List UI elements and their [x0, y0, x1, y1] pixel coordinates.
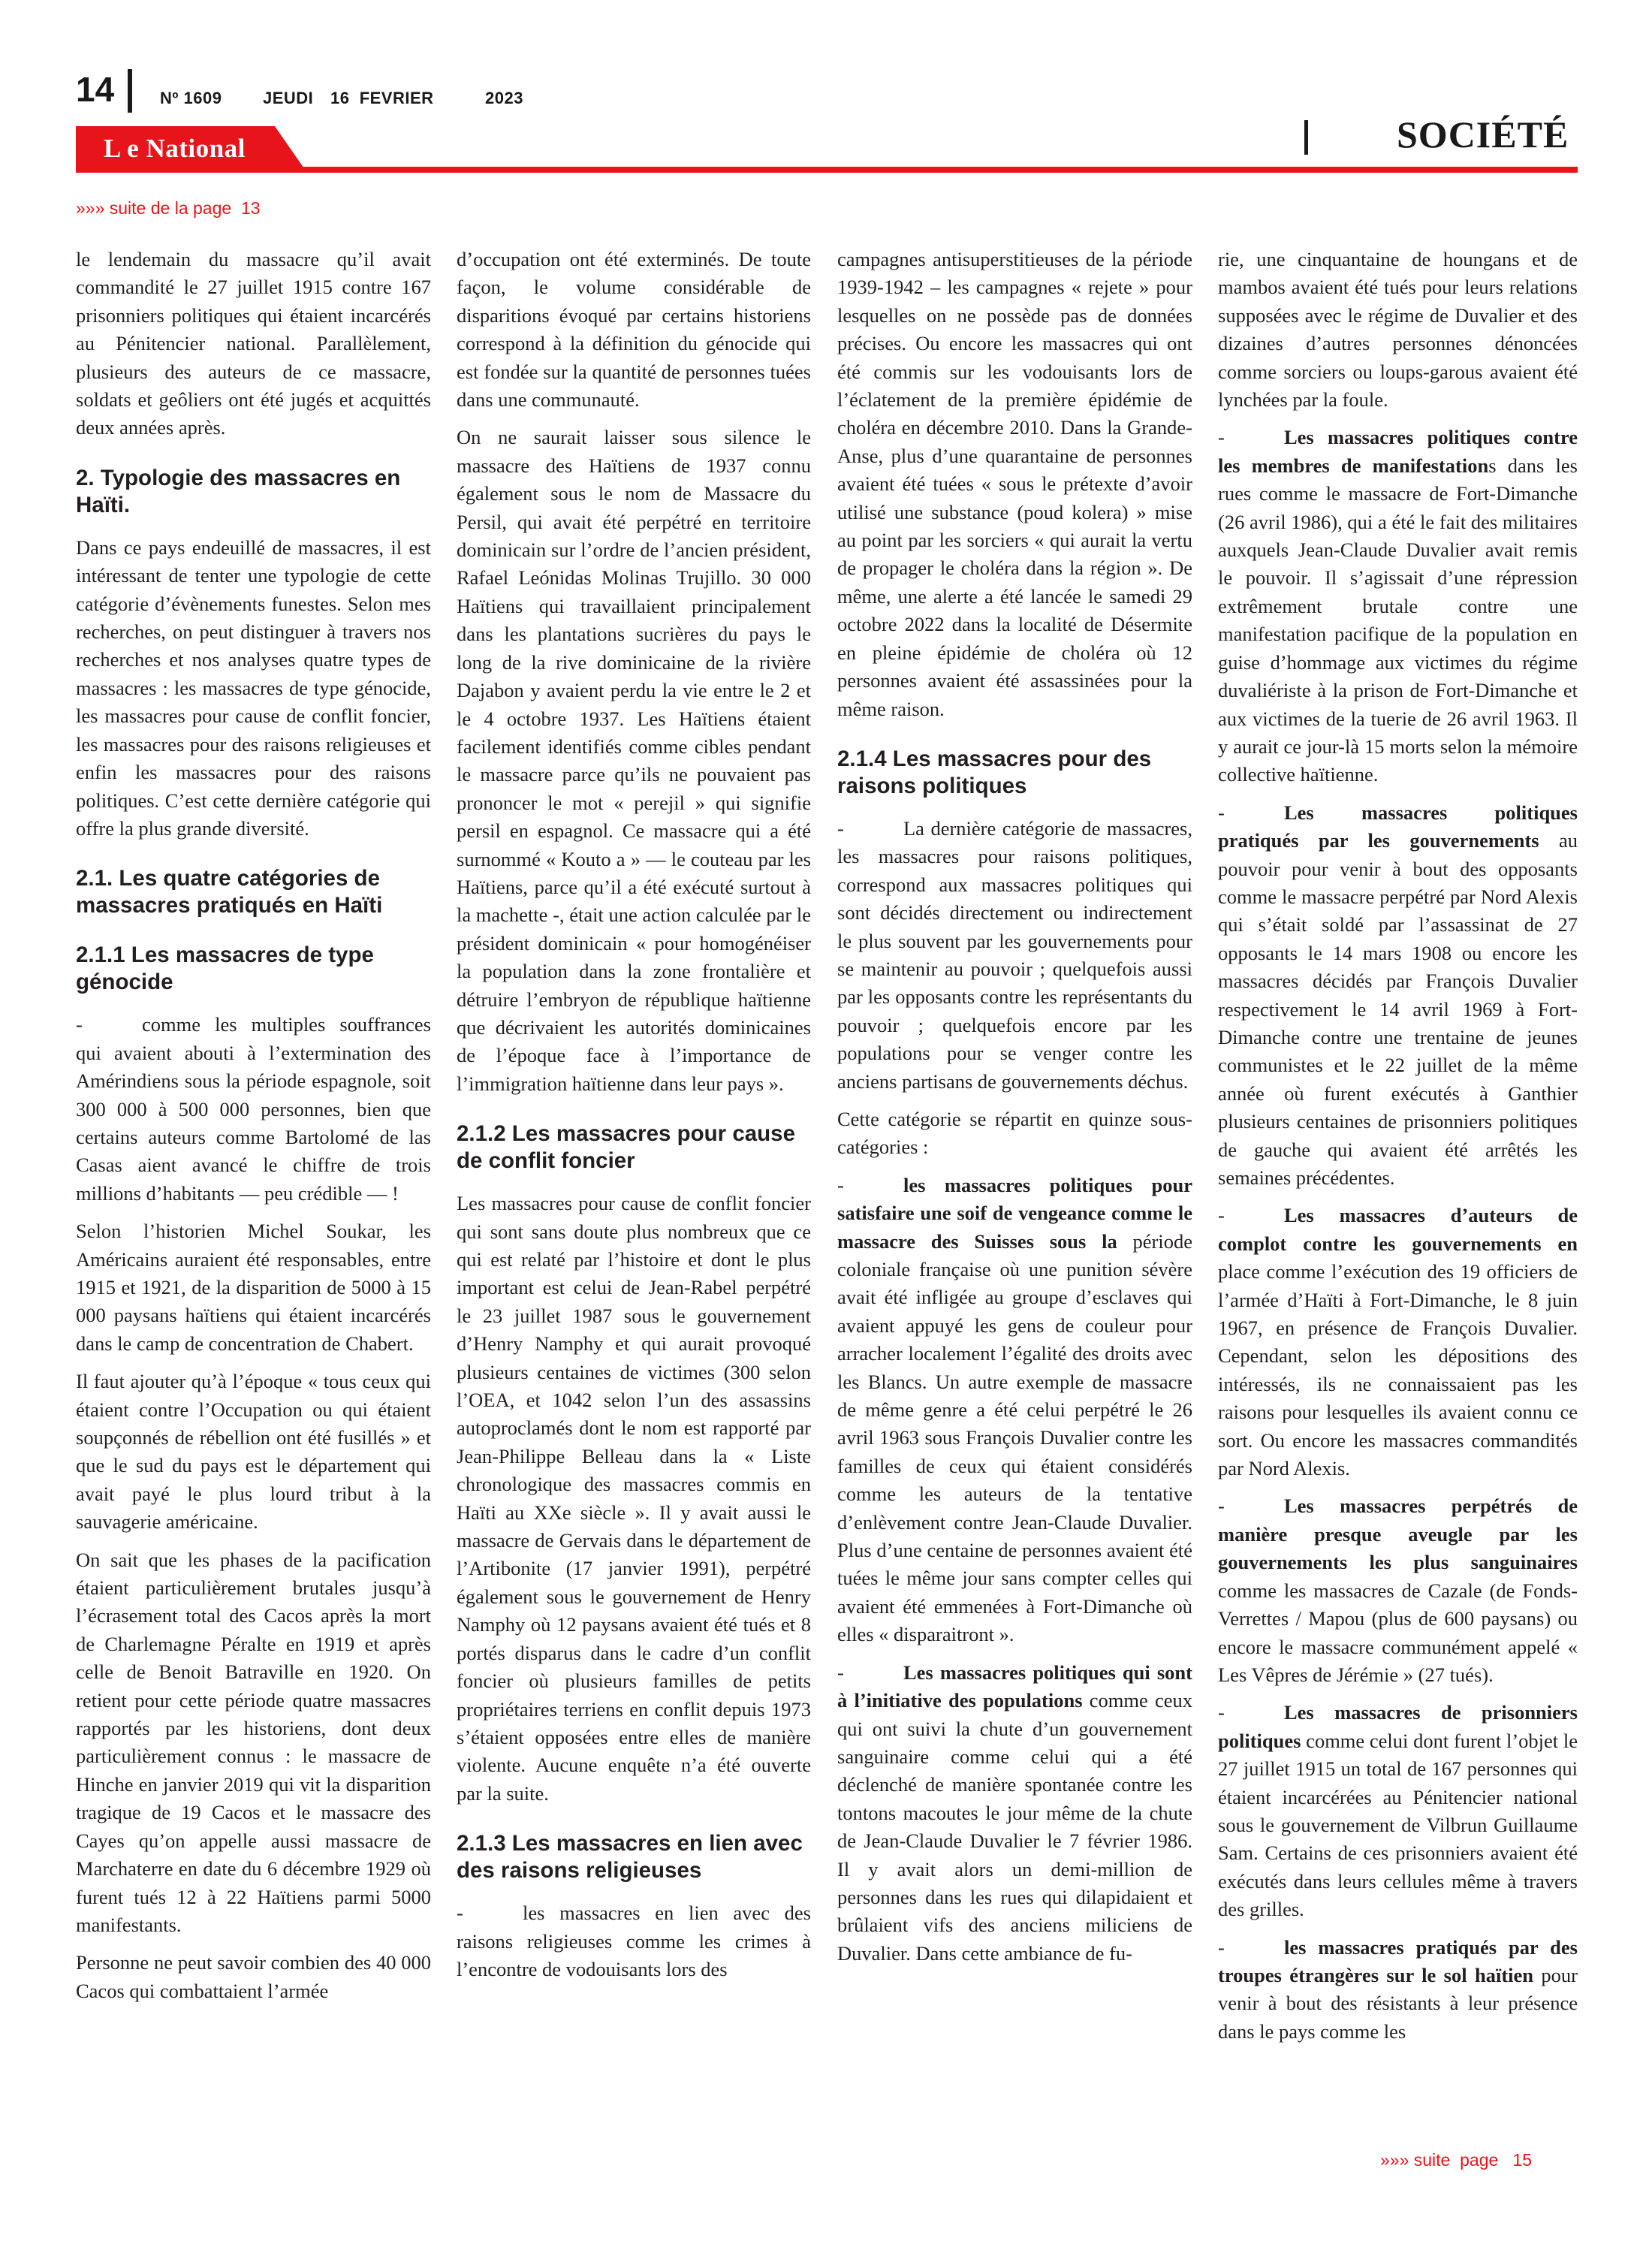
paragraph: Selon l’historien Michel Soukar, les Américains auraient été responsables, entre 1915 et 1921, de la disparition de 5000 à 15 000 paysans haïtiens qui étaient incarcérés dans le camp de concentration de Chabert.	[76, 1220, 431, 1355]
paragraph: Personne ne peut savoir combien des 40 000 Cacos qui combattaient l’armée	[76, 1951, 431, 2002]
paragraph-text: place comme l’exécution des 19 officiers de l’armée d’Haïti à Fort-Dimanche, le 8 juin 1967, en présence de François Duvalier. Cependant, selon les dépositions des intéressés, ils ne connaissaient pas les raisons pour lesquelles ils avaient connu ce sort. Ou encore les massacres commandités par Nord Alexis.	[1218, 1260, 1578, 1480]
paragraph	[837, 1659, 1192, 1968]
list-dash: -	[1218, 1701, 1225, 1724]
column-2	[457, 246, 811, 1983]
continued-from: »»» suite de la page 13	[76, 198, 261, 218]
paragraph-text: comme ceux qui ont suivi la chute d’un gouvernement sanguinaire comme celui qui a été déclenché de manière spontanée contre les tontons macoutes le jour même de la chute de Jean-Claude Duvalier le 7 février 1986. Il y avait alors un demi-million de personnes dans les rues qui dilapidaient et brûlaient vifs des anciens miliciens de Duvalier. Dans cette ambiance de fu-	[837, 1689, 1192, 1965]
paragraph	[837, 815, 1192, 1096]
paragraph: Dans ce pays endeuillé de massacres, il est intéressant de tenter une typologie de cette catégorie d’évènements funestes. Selon mes recherches, on peut distinguer à travers nos recherches et nos analyses quatre types de massacres : les massacres de type génocide, les massacres pour cause de conflit foncier, les massacres pour des raisons religieuses et enfin les massacres pour des raisons politiques. C’est cette dernière catégorie qui offre la plus grande diversité.	[76, 535, 431, 840]
bold-lead: Les massacres politiques pratiqués par les gouvernements	[1218, 801, 1578, 852]
paragraph: Les massacres pour cause de conflit foncier qui sont sans doute plus nombreux que ce qui est relaté par l’histoire et dont le plus important est celui de Jean-Rabel perpétré le 23 juillet 1987 sous le gouvernement d’Henry Namphy et qui aurait provoqué plusieurs centaines de victimes (300 selon l’OEA, et 1042 selon l’un des assassins autoproclamés dont le nom est rapporté par Jean-Philippe Belleau dans la « Liste chronologique des massacres commis en Haïti au XXe siècle ». Il y avait aussi le massacre de Gervais dans le département de l’Artibonite (17 janvier 1991), perpétré également sous le gouvernement de Henry Namphy où 12 paysans avaient été tués et 8 portés disparus dans le cadre d’un conflit foncier où plusieurs familles de petits propriétaires terriens en conflit depuis 1973 s’étaient opposées entre elles de manière violente. Aucune enquête n’a été ouverte par la suite.	[457, 1192, 811, 1805]
paragraph-text: comme les multiples souffrances qui avaient abouti à l’extermination des Amérindiens sous la période espagnole, soit 300 000 à 500 000 personnes, bien que certains auteurs comme Bartolomé de las Casas aient avancé le chiffre de trois millions d’habitants — peu crédible — !	[76, 1013, 431, 1205]
paragraph	[1218, 424, 1578, 789]
section-heading: 2.1.1 Les massacres de type génocide	[76, 943, 374, 995]
section-heading: 2.1.2 Les massacres pour cause de conflit foncier	[457, 1121, 795, 1174]
section-title: SOCIÉTÉ	[1397, 113, 1569, 155]
paragraph	[1218, 1699, 1578, 1923]
list-dash: -	[457, 1902, 463, 1925]
paragraph	[76, 1011, 431, 1208]
paragraph: rie, une cinquantaine de houngans et de mambos avaient été tués pour leurs relations supposées avec le régime de Duvalier et des dizaines d’autres personnes dénoncées comme sorciers ou loups-garous avaient été lynchées par la foule.	[1218, 248, 1578, 412]
page-number: 14	[76, 70, 115, 109]
paragraph	[837, 1172, 1192, 1649]
bold-lead: Les massacres de prisonniers politiques	[1218, 1701, 1578, 1752]
list-dash: -	[1218, 1935, 1225, 1959]
paragraph	[1218, 1934, 1578, 2046]
paragraph-text: période coloniale française où une punition sévère avait été infligée au groupe d’esclaves qui avaient appuyé les gens de couleur pour arracher localement l’égalité des droits avec les Blancs. Un autre exemple de massacre de même genre a été celui perpétré le 26 avril 1963 sous François Duvalier contre les familles de ceux qui étaient considérés comme les auteurs de la tentative d’enlèvement contre Jean-Claude Duvalier. Plus d’une centaine de personnes avaient été tuées le même jour sans compter celles qui avaient été emmenées à Fort-Dimanche où elles « disparaitront ».	[837, 1229, 1192, 1646]
paragraph: d’occupation ont été exterminés. De toute façon, le volume considérable de disparitions évoqué par certains historiens correspond à la définition du génocide qui est fondée sur la quantité de personnes tuées dans une communauté.	[457, 248, 811, 412]
section-heading: 2.1.4 Les massacres pour des raisons politiques	[837, 746, 1152, 798]
paragraph-text: les massacres en lien avec des raisons religieuses comme les crimes à l’encontre de vodouisants lors des	[457, 1902, 811, 1980]
list-dash: -	[1218, 1494, 1225, 1518]
bold-lead: Les massacres politiques qui sont à l’initiative des populations	[837, 1660, 1192, 1712]
list-dash: -	[1218, 426, 1225, 449]
paragraph	[1218, 799, 1578, 1193]
paragraph: Il faut ajouter qu’à l’époque « tous ceux qui étaient contre l’Occupation ou qui étaient soupçonnés de rébellion ont été fusillés » et que le sud du pays est le département qui avait payé le plus lourd tribut à la sauvagerie américaine.	[76, 1370, 431, 1534]
issue-day: JEUDI	[263, 89, 314, 107]
column-1	[76, 246, 431, 2005]
continued-to: »»» suite page 15	[1380, 2150, 1533, 2170]
bold-lead: Les massacres politiques contre les membres de manifestation	[1218, 426, 1578, 477]
paragraph: On sait que les phases de la pacification étaient particulièrement brutales jusqu’à l’écrasement total des Cacos après la mort de Charlemagne Péralte en 1919 et après celle de Benoit Batraville en 1920. On retient pour cette période quatre massacres rapportés par les historiens, dont deux particulièrement connus : le massacre de Hinche en janvier 2019 qui vit la disparition tragique de 19 Cacos et le massacre des Cayes qu’on appelle aussi massacre de Marchaterre en date du 6 décembre 1929 où furent tués 12 à 22 Haïtiens parmi 5000 manifestants.	[76, 1548, 431, 1936]
paragraph-text: s dans les rues comme le massacre de Fort-Dimanche (26 avril 1986), qui a été le fait des militaires auxquels Jean-Claude Duvalier avait remis le pouvoir. Il s’agissait d’une répression extrêmement brutale contre une manifestation pacifique de la population en guise d’hommage aux victimes du régime duvaliériste à la prison de Fort-Dimanche et aux victimes de la tuerie de 26 avril 1963. Il y aurait ce jour-là 15 morts selon la mémoire collective haïtienne.	[1218, 454, 1578, 786]
brand-logo: L e National	[104, 134, 246, 163]
paragraph-text: comme celui dont furent l’objet le 27 juillet 1915 un total de 167 personnes qui étaient incarcérées au Pénitencier national sous le gouvernement de Vilbrun Guillaume Sam. Certains de ces prisonniers avaient été exécutés dans leurs cellules même à travers des grilles.	[1218, 1729, 1578, 1921]
paragraph	[1218, 1492, 1578, 1689]
paragraph-text: comme les massacres de Cazale (de Fonds-Verrettes / Mapou (plus de 600 paysans) ou encore le massacre communément appelé « Les Vêpres de Jérémie » (27 tués).	[1218, 1579, 1578, 1686]
bold-lead: Les massacres d’auteurs de complot contre les gouvernements en	[1218, 1204, 1578, 1255]
paragraph-text: La dernière catégorie de massacres, les massacres pour raisons politiques, correspond aux massacres politiques qui sont décidés directement ou indirectement le plus souvent par les gouvernements pour se maintenir au pouvoir ; quelquefois aussi par les opposants contre les représentants du pouvoir ; quelquefois encore par les populations pour se venger contre les anciens partisans de gouvernements déchus.	[837, 816, 1192, 1093]
section-heading: 2. Typologie des massacres en Haïti.	[76, 465, 401, 517]
paragraph	[457, 1899, 811, 1983]
issue-year: 2023	[485, 89, 523, 107]
column-4	[1218, 246, 1578, 2046]
bold-lead: Les massacres perpétrés de manière presque aveugle par les gouvernements les plus sanguinaires	[1218, 1494, 1578, 1574]
list-dash: -	[837, 816, 844, 840]
section-divider	[1304, 120, 1308, 155]
paragraph: campagnes antisuperstitieuses de la période 1939-1942 – les campagnes « rejete » pour lesquelles on ne possède pas de données précises. Ou encore les massacres qui ont été commis sur les vodouisants lors de l’éclatement de la première épidémie de choléra en décembre 2010. Dans la Grande-Anse, plus d’une quarantaine de personnes avaient été tuées « sous le prétexte d’avoir utilisé une substance (poud kolera) » mise au point par les sorciers « qui aurait la vertu de propager le choléra dans la région ». De même, une alerte a été lancée le samedi 29 octobre 2022 dans la localité de Désermite en pleine épidémie de choléra où 12 personnes avaient été assassinées pour la même raison.	[837, 248, 1192, 720]
issue-number: Nº 1609	[160, 89, 222, 107]
paragraph	[1218, 1202, 1578, 1482]
section-heading: 2.1. Les quatre catégories de massacres pratiqués en Haïti	[76, 866, 383, 918]
paragraph: le lendemain du massacre qu’il avait commandité le 27 juillet 1915 contre 167 prisonniers politiques qui étaient incarcérés au Pénitencier national. Parallèlement, plusieurs des auteurs de ce massacre, soldats et geôliers ont été jugés et acquittés deux années après.	[76, 248, 431, 439]
list-dash: -	[1218, 801, 1225, 824]
paragraph-text: au pouvoir pour venir à bout des opposants comme le massacre perpétré par Nord Alexis qui s’était soldé par l’assassinat de 27 opposants le 14 mars 1908 ou encore les massacres décidés par François Duvalier respectivement le 14 avril 1969 à Fort-Dimanche contre une trentaine de jeunes communistes et le 22 juillet de la même année où furent exécutés à Ganthier plusieurs centaines de prisonniers politiques de gauche qui avaient été arrêtés les semaines précédentes.	[1218, 829, 1578, 1189]
column-3	[837, 246, 1192, 1968]
paragraph-text: pour venir à bout des résistants à leur présence dans le pays comme les	[1218, 1963, 1578, 2043]
bold-lead: les massacres politiques pour satisfaire une soif de vengeance comme le massacre des Suisses sous la	[837, 1173, 1192, 1253]
paragraph: On ne saurait laisser sous silence le massacre des Haïtiens de 1937 connu également sous le nom de Massacre du Persil, qui avait été perpétré en territoire dominicain sur l’ordre de l’ancien président, Rafael Leónidas Molinas Trujillo. 30 000 Haïtiens qui travaillaient principalement dans les plantations sucrières du pays le long de la rive dominicaine de la rivière Dajabon y avaient perdu la vie entre le 2 et le 4 octobre 1937. Les Haïtiens étaient facilement identifiés comme cibles pendant le massacre parce qu’ils ne pouvaient pas prononcer le mot « perejil » qui signifie persil en espagnol. Ce massacre qui a été surnommé « Kouto a » — le couteau par les Haïtiens, parce qu’il a été exécuté surtout à la machette -, était une action calculée par le président dominicain « pour homogénéiser la population dans la zone frontalière et détruire l’embryon de république haïtienne que décrivaient les autorités dominicaines de l’époque face à l’importance de l’immigration haïtienne dans leur pays ».	[457, 426, 811, 1095]
header-divider	[128, 69, 132, 113]
header-rule	[76, 167, 1578, 173]
issue-date: 16 FEVRIER	[330, 89, 434, 107]
section-heading: 2.1.3 Les massacres en lien avec des raisons religieuses	[457, 1831, 803, 1884]
list-dash: -	[76, 1013, 83, 1036]
list-dash: -	[1218, 1204, 1225, 1227]
list-dash: -	[837, 1660, 844, 1684]
bold-lead: les massacres pratiqués par des troupes étrangères sur le sol haïtien	[1218, 1935, 1578, 1986]
list-dash: -	[837, 1173, 844, 1196]
paragraph: Cette catégorie se répartit en quinze sous-catégories :	[837, 1107, 1192, 1159]
